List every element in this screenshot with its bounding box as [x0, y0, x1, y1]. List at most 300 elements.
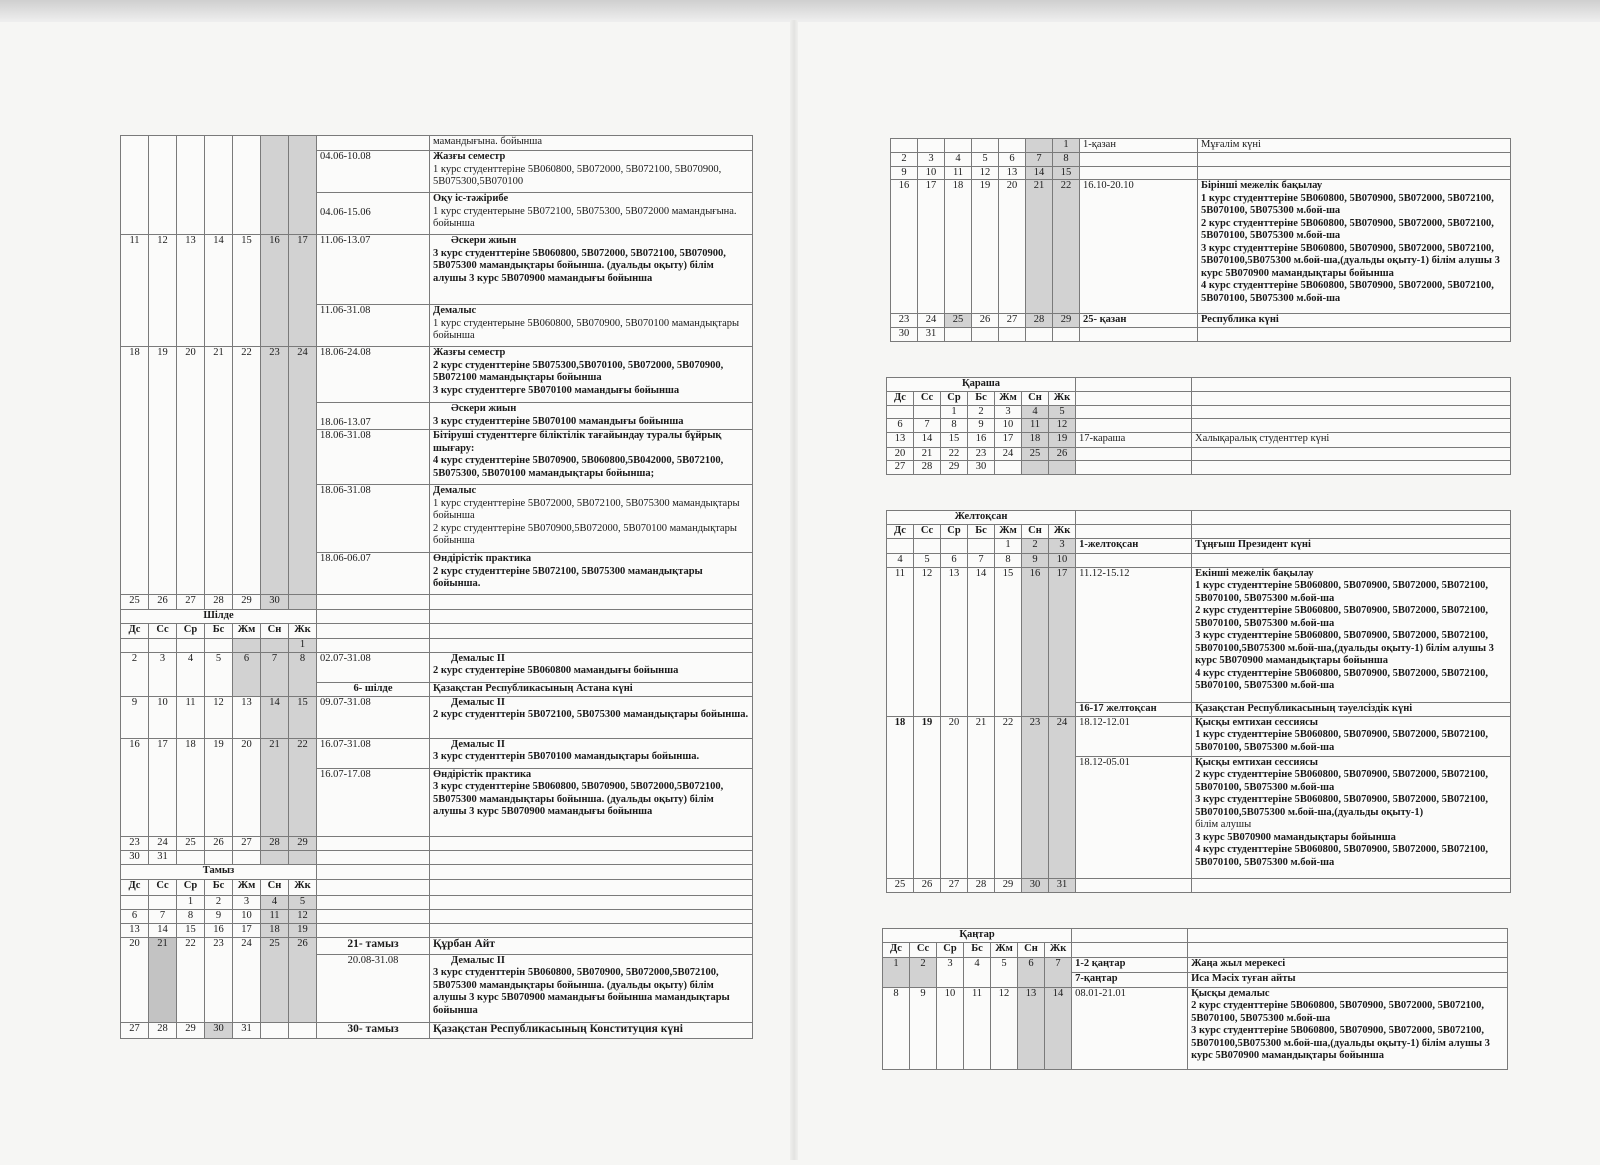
- event-desc-line: Жазғы семестр: [433, 151, 506, 162]
- day-cell: [1026, 139, 1053, 153]
- day-cell: 28: [261, 836, 289, 850]
- day-cell: 4: [887, 554, 914, 568]
- day-cell: 21: [1026, 180, 1053, 314]
- event-dates: 04.06-15.06: [317, 193, 430, 235]
- event-dates: 16.07-17.08: [317, 768, 430, 836]
- event-desc-line: 2 курс студенттеріне 5В060800, 5В070900, 5В072000, 5В072100, 5В070100, 5В075300 м.бой-ша: [1195, 769, 1488, 793]
- day-cell: 18: [1022, 432, 1049, 447]
- event-desc-line: 3 курс студенттеріне 5В060800, 5В070900, 5В072000, 5В072100, 5В070100,5В075300 м.бой-ша,(дуальды оқыту-1) білім алушы 3 курс 5В070900 мамандықтары бойынша: [1201, 242, 1500, 279]
- june-row-0: [121, 136, 753, 151]
- day-cell: 19: [972, 180, 999, 314]
- day-cell: 13: [121, 923, 149, 937]
- day-cell: [289, 595, 317, 610]
- day-cell: [941, 539, 968, 554]
- event-desc-line: Демалыс ІІ: [451, 954, 505, 966]
- day-cell: 21: [205, 347, 233, 595]
- event-desc-line: 2 курс студентеріне 5В060800 мамандығы бойынша: [433, 665, 679, 676]
- weekday-label: Сс: [149, 879, 177, 895]
- day-cell: 2: [910, 957, 937, 987]
- day-cell: 12: [205, 696, 233, 738]
- event-desc-line: 3 курс студенттерге 5В070100 мамандығы бойынша: [433, 384, 680, 396]
- event-dates: 18.06-31.08: [317, 430, 430, 485]
- day-cell: 7: [968, 554, 995, 568]
- day-cell: 30: [205, 1022, 233, 1038]
- day-cell: 14: [968, 567, 995, 716]
- day-cell: 1: [995, 539, 1022, 554]
- event-dates: 1-2 қаңтар: [1072, 957, 1188, 972]
- day-cell: 21: [149, 937, 177, 1022]
- event-desc-line: Демалыс ІІ: [451, 652, 505, 664]
- event-desc-line: 4 курс студенттеріне 5В060800, 5В070900, 5В072000, 5В072100, 5В070100, 5В075300 м.бой-ша: [1201, 280, 1494, 304]
- day-cell: 22: [995, 716, 1022, 878]
- day-cell: [891, 139, 918, 153]
- day-cell: [261, 1022, 289, 1038]
- day-cell: 9: [121, 696, 149, 738]
- weekday-label: Ср: [941, 391, 968, 405]
- day-cell: 6: [121, 909, 149, 923]
- day-cell: 14: [149, 923, 177, 937]
- day-cell: 7: [1026, 153, 1053, 167]
- day-cell: 3: [995, 405, 1022, 419]
- week-row: [891, 314, 1511, 328]
- day-cell: 31: [149, 850, 177, 864]
- day-cell: 21: [261, 738, 289, 836]
- day-cell: 10: [149, 696, 177, 738]
- day-cell: 17: [289, 235, 317, 347]
- weekday-label: Ср: [937, 942, 964, 957]
- event-desc-line: 2 курс студенттеріне 5В070900,5В072000, 5В070100 мамандықтары бойынша: [433, 522, 737, 546]
- event-desc-line: 1 курс студенттеріне 5В060800, 5В072000, 5В072100, 5В070900, 5В075300,5В070100: [433, 163, 722, 187]
- event-desc: [430, 151, 753, 193]
- day-cell: [261, 136, 289, 235]
- day-cell: 3: [233, 895, 261, 909]
- week-row: [891, 328, 1511, 342]
- event-desc-line: Демалыс ІІ: [451, 696, 505, 708]
- day-cell: 25: [945, 314, 972, 328]
- weekday-label: Жк: [289, 624, 317, 639]
- november-table: [886, 377, 1511, 475]
- event-desc: Халықаралық студенттер күні: [1192, 432, 1511, 447]
- event-desc: [430, 652, 753, 682]
- weekday-header: [121, 879, 753, 895]
- day-cell: 29: [177, 1022, 205, 1038]
- week-row: [121, 738, 753, 768]
- weekday-label: Жм: [233, 624, 261, 639]
- event-desc-line: Оқу іс-тәжірибе: [433, 193, 509, 204]
- day-cell: 1: [941, 405, 968, 419]
- day-cell: 9: [910, 987, 937, 1069]
- day-cell: [177, 136, 205, 235]
- day-cell: 28: [968, 878, 995, 892]
- day-cell: [149, 895, 177, 909]
- day-cell: 11: [177, 696, 205, 738]
- week-row: [121, 235, 753, 305]
- day-cell: 4: [1022, 405, 1049, 419]
- event-dates: 21- тамыз: [317, 937, 430, 954]
- day-cell: 18: [121, 347, 149, 595]
- day-cell: 24: [995, 447, 1022, 461]
- day-cell: 20: [121, 937, 149, 1022]
- event-desc-line: 2 курс студенттеріне 5В060800, 5В070900, 5В072000, 5В072100, 5В070100, 5В075300 м.бой-ша: [1195, 605, 1488, 629]
- event-desc: [430, 768, 753, 836]
- event-desc-line: 4 курс студенттеріне 5В060800, 5В070900, 5В072000, 5В072100, 5В070100, 5В075300 м.бой-ша: [1195, 667, 1488, 691]
- weekday-label: Жм: [991, 942, 1018, 957]
- event-dates: 17-караша: [1076, 432, 1192, 447]
- day-cell: [914, 539, 941, 554]
- weekday-header: [887, 525, 1511, 539]
- day-cell: 12: [1049, 419, 1076, 433]
- weekday-label: Сн: [261, 624, 289, 639]
- event-desc-line: Қысқы емтихан сессиясы: [1195, 756, 1318, 768]
- day-cell: 30: [1022, 878, 1049, 892]
- day-cell: 2: [121, 652, 149, 696]
- event-desc-line: Демалыс: [433, 305, 477, 316]
- event-desc: [430, 696, 753, 738]
- day-cell: [177, 639, 205, 653]
- day-cell: 26: [972, 314, 999, 328]
- day-cell: 20: [941, 716, 968, 878]
- day-cell: 25: [1022, 447, 1049, 461]
- day-cell: 7: [149, 909, 177, 923]
- event-desc-line: 1 курс студентерыне 5В060800, 5В070900, 5В070100 мамандықтары бойынша: [433, 317, 740, 341]
- event-desc-line: Жазғы семестр: [433, 347, 506, 358]
- day-cell: 19: [289, 923, 317, 937]
- event-desc: [430, 347, 753, 403]
- event-desc: [430, 1022, 753, 1038]
- day-cell: 14: [205, 235, 233, 347]
- event-desc-line: 3 курс студенттерін 5В070100 мамандықтары бойынша.: [433, 751, 700, 762]
- day-cell: [233, 850, 261, 864]
- event-dates: 11.06-13.07: [317, 235, 430, 305]
- day-cell: [1022, 461, 1049, 475]
- day-cell: 7: [914, 419, 941, 433]
- weekday-label: Жм: [233, 879, 261, 895]
- weekday-label: Сс: [914, 391, 941, 405]
- day-cell: 11: [1022, 419, 1049, 433]
- day-cell: [999, 139, 1026, 153]
- day-cell: 22: [289, 738, 317, 836]
- weekday-label: Сн: [1022, 391, 1049, 405]
- day-cell: 2: [968, 405, 995, 419]
- week-row: [121, 850, 753, 864]
- event-desc-line: Демалыс ІІ: [451, 738, 505, 750]
- week-row: [887, 878, 1511, 892]
- day-cell: 27: [233, 836, 261, 850]
- weekday-label: Сс: [914, 525, 941, 539]
- event-desc: Мұғалім күні: [1198, 139, 1511, 153]
- day-cell: 17: [995, 432, 1022, 447]
- event-desc: [1192, 702, 1511, 716]
- event-dates: 18.12-12.01: [1076, 716, 1192, 756]
- day-cell: [968, 539, 995, 554]
- event-dates: 16.10-20.10: [1080, 180, 1198, 314]
- day-cell: [999, 328, 1026, 342]
- day-cell: 6: [1018, 957, 1045, 987]
- day-cell: 23: [891, 314, 918, 328]
- weekday-label: Жк: [1049, 525, 1076, 539]
- weekday-label: Жм: [995, 391, 1022, 405]
- event-desc-line: Әскери жиын: [451, 235, 517, 246]
- day-cell: 31: [1049, 878, 1076, 892]
- event-desc-line: 2 курс студенттеріне 5В072100, 5В075300 мамандықтары бойынша.: [433, 565, 703, 589]
- event-desc: [430, 430, 753, 485]
- weekday-label: Дс: [883, 942, 910, 957]
- day-cell: 29: [289, 836, 317, 850]
- day-cell: 29: [995, 878, 1022, 892]
- week-row: [887, 554, 1511, 568]
- event-desc-line: 2 курс студенттеріне 5В075300,5В070100, 5В072000, 5В070900, 5В072100 мамандықтары бойынша: [433, 359, 724, 383]
- day-cell: 5: [289, 895, 317, 909]
- day-cell: 24: [289, 347, 317, 595]
- day-cell: 28: [149, 1022, 177, 1038]
- day-cell: 10: [918, 166, 945, 180]
- day-cell: [914, 405, 941, 419]
- day-cell: [289, 1022, 317, 1038]
- week-row: [121, 347, 753, 403]
- week-row: [121, 895, 753, 909]
- event-desc-line: 4 курс студенттеріне 5В060800, 5В070900, 5В072000, 5В072100, 5В070100, 5В075300 м.бой-ша: [1195, 844, 1488, 868]
- weekday-label: Бс: [964, 942, 991, 957]
- day-cell: [995, 461, 1022, 475]
- week-row: [121, 923, 753, 937]
- event-desc: [1188, 987, 1508, 1069]
- day-cell: 30: [261, 595, 289, 610]
- day-cell: 21: [968, 716, 995, 878]
- event-desc-line: Қысқы демалыс: [1191, 987, 1270, 999]
- day-cell: 8: [941, 419, 968, 433]
- day-cell: 31: [233, 1022, 261, 1038]
- event-desc: [430, 954, 753, 1022]
- weekday-label: Жк: [1049, 391, 1076, 405]
- day-cell: 17: [149, 738, 177, 836]
- event-desc-line: 1 курс студенттеріне 5В060800, 5В070900, 5В072000, 5В072100, 5В070100, 5В075300 м.бой-ша: [1195, 580, 1488, 604]
- page-fold: [790, 20, 798, 1160]
- day-cell: 27: [121, 1022, 149, 1038]
- day-cell: [289, 136, 317, 235]
- day-cell: 13: [233, 696, 261, 738]
- day-cell: 11: [887, 567, 914, 716]
- day-cell: 30: [968, 461, 995, 475]
- week-row: [887, 461, 1511, 475]
- day-cell: 18: [261, 923, 289, 937]
- day-cell: 6: [941, 554, 968, 568]
- day-cell: 9: [1022, 554, 1049, 568]
- weekday-header: [883, 942, 1508, 957]
- day-cell: 16: [1022, 567, 1049, 716]
- week-row: [121, 836, 753, 850]
- day-cell: 19: [914, 716, 941, 878]
- day-cell: [261, 850, 289, 864]
- day-cell: 29: [233, 595, 261, 610]
- day-cell: 25: [887, 878, 914, 892]
- day-cell: 3: [1049, 539, 1076, 554]
- event-desc: [1192, 567, 1511, 702]
- week-row: [887, 419, 1511, 433]
- event-desc-line: 2 курс студенттерін 5В072100, 5В075300 мамандықтары бойынша.: [433, 709, 749, 720]
- event-desc-line: 3 курс студенттеріне 5В060800, 5В070900, 5В072000,5В072100, 5В075300 мамандықтары бойынша. (дуальды оқыту) білім алушы 3 курс 5В070900 мамандығы бойынша: [433, 781, 724, 817]
- day-cell: 24: [233, 937, 261, 1022]
- day-cell: 9: [891, 166, 918, 180]
- day-cell: 28: [914, 461, 941, 475]
- event-dates: 18.12-05.01: [1076, 756, 1192, 878]
- day-cell: 27: [999, 314, 1026, 328]
- december-table: [886, 510, 1511, 893]
- event-desc-line: Өндірістік практика: [433, 553, 532, 564]
- weekday-label: Жк: [289, 879, 317, 895]
- day-cell: 16: [968, 432, 995, 447]
- event-desc-line: 1 курс студенттеріне 5В060800, 5В070900, 5В072000, 5В072100, 5В070100, 5В075300 м.бой-ша: [1195, 729, 1488, 753]
- day-cell: 15: [177, 923, 205, 937]
- event-desc: [1188, 957, 1508, 972]
- event-desc: [1192, 716, 1511, 756]
- day-cell: 12: [972, 166, 999, 180]
- day-cell: [887, 405, 914, 419]
- week-row: [891, 139, 1511, 153]
- weekday-header: [121, 624, 753, 639]
- day-cell: 10: [995, 419, 1022, 433]
- event-desc-line: Өндірістік практика: [433, 768, 532, 780]
- event-desc: [430, 485, 753, 553]
- weekday-label: Дс: [887, 525, 914, 539]
- day-cell: 20: [177, 347, 205, 595]
- event-desc: [1198, 180, 1511, 314]
- weekday-label: Дс: [887, 391, 914, 405]
- day-cell: 4: [945, 153, 972, 167]
- day-cell: 15: [233, 235, 261, 347]
- day-cell: 24: [149, 836, 177, 850]
- day-cell: 20: [233, 738, 261, 836]
- day-cell: 10: [937, 987, 964, 1069]
- weekday-label: Бс: [205, 879, 233, 895]
- day-cell: 30: [891, 328, 918, 342]
- week-row: [121, 595, 753, 610]
- day-cell: [177, 850, 205, 864]
- october-table: [890, 138, 1511, 342]
- weekday-label: Дс: [121, 624, 149, 639]
- day-cell: 18: [887, 716, 914, 878]
- day-cell: [289, 850, 317, 864]
- event-dates: 09.07-31.08: [317, 696, 430, 738]
- weekday-label: Ср: [177, 624, 205, 639]
- event-desc-line: 3 курс студенттеріне 5В060800, 5В070900, 5В072000, 5В072100, 5В070100,5В075300 м.бой-ша,(дуальды оқыту-1) білім алушы 3 курс 5В070900 мамандықтары бойынша: [1195, 630, 1494, 666]
- event-desc: [430, 682, 753, 696]
- january-table: [882, 928, 1508, 1070]
- weekday-label: Жм: [995, 525, 1022, 539]
- event-dates: 16-17 желтоқсан: [1076, 702, 1192, 716]
- event-dates: 1-желтоқсан: [1076, 539, 1192, 554]
- event-desc-line: 1 курс студенттеріне 5В072000, 5В072100, 5В075300 мамандықтары бойынша: [433, 497, 740, 521]
- day-cell: 31: [918, 328, 945, 342]
- weekday-label: Дс: [121, 879, 149, 895]
- weekday-label: Жк: [1045, 942, 1072, 957]
- event-desc-line: Жаңа жыл мерекесі: [1191, 957, 1286, 969]
- day-cell: 16: [121, 738, 149, 836]
- day-cell: 2: [891, 153, 918, 167]
- event-desc-line: 2 курс студенттеріне 5В060800, 5В070900, 5В072000, 5В072100, 5В070100, 5В075300 м.бой-ша: [1191, 1000, 1484, 1024]
- day-cell: 13: [887, 432, 914, 447]
- day-cell: 29: [1053, 314, 1080, 328]
- day-cell: [233, 639, 261, 653]
- event-desc-line: 1 курс студенттеріне 5В060800, 5В070900, 5В072000, 5В072100, 5В070100, 5В075300 м.бой-ша: [1201, 192, 1494, 216]
- day-cell: 23: [205, 937, 233, 1022]
- scan-top-edge: [0, 0, 1600, 22]
- weekday-label: Бс: [968, 391, 995, 405]
- day-cell: 26: [289, 937, 317, 1022]
- event-dates: 08.01-21.01: [1072, 987, 1188, 1069]
- event-desc: Республика күні: [1198, 314, 1511, 328]
- day-cell: 12: [991, 987, 1018, 1069]
- day-cell: [205, 850, 233, 864]
- weekday-label: Ср: [177, 879, 205, 895]
- day-cell: 10: [233, 909, 261, 923]
- event-desc-line: Демалыс: [433, 485, 477, 496]
- day-cell: 12: [149, 235, 177, 347]
- event-desc: Тұңғыш Президент күні: [1192, 539, 1511, 554]
- day-cell: 17: [1049, 567, 1076, 716]
- day-cell: 8: [177, 909, 205, 923]
- event-dates: 18.06-13.07: [317, 403, 430, 430]
- day-cell: [205, 136, 233, 235]
- event-desc: [1192, 756, 1511, 878]
- week-row: [887, 539, 1511, 554]
- day-cell: 6: [233, 652, 261, 696]
- day-cell: [945, 328, 972, 342]
- day-cell: 23: [1022, 716, 1049, 878]
- event-desc: [430, 193, 753, 235]
- event-desc: [430, 553, 753, 595]
- day-cell: 14: [914, 432, 941, 447]
- event-desc-line: 3 курс студенттеріне 5В070100 мамандығы бойынша: [433, 415, 684, 427]
- day-cell: 18: [177, 738, 205, 836]
- event-desc-line: 4 курс студенттеріне 5В070900, 5В060800,5В042000, 5В072100, 5В075300, 5В070100 мамандықтары бойынша;: [433, 455, 724, 479]
- day-cell: 14: [1026, 166, 1053, 180]
- day-cell: 21: [914, 447, 941, 461]
- event-desc-line: Қазақстан Республикасының Конституция күні: [433, 1022, 683, 1035]
- day-cell: 14: [261, 696, 289, 738]
- event-dates: 02.07-31.08: [317, 652, 430, 682]
- day-cell: 1: [1053, 139, 1080, 153]
- day-cell: 16: [891, 180, 918, 314]
- day-cell: 5: [1049, 405, 1076, 419]
- event-desc: [430, 305, 753, 347]
- day-cell: 12: [289, 909, 317, 923]
- day-cell: 13: [177, 235, 205, 347]
- event-desc-line: Қазақстан Республикасының Астана күні: [433, 682, 633, 694]
- day-cell: 23: [121, 836, 149, 850]
- day-cell: 8: [289, 652, 317, 696]
- day-cell: 8: [883, 987, 910, 1069]
- weekday-label: Бс: [205, 624, 233, 639]
- day-cell: 13: [941, 567, 968, 716]
- day-cell: 15: [941, 432, 968, 447]
- day-cell: 22: [941, 447, 968, 461]
- event-dates: 16.07-31.08: [317, 738, 430, 768]
- day-cell: 19: [149, 347, 177, 595]
- day-cell: 6: [887, 419, 914, 433]
- day-cell: 16: [205, 923, 233, 937]
- day-cell: 24: [1049, 716, 1076, 878]
- day-cell: 5: [205, 652, 233, 696]
- event-dates: 25- қазан: [1080, 314, 1198, 328]
- event-dates: 11.12-15.12: [1076, 567, 1192, 702]
- event-desc-line: мамандығына. бойынша: [433, 136, 543, 147]
- event-desc-line: 3 курс студенттерін 5В060800, 5В070900, 5В072000,5В072100, 5В075300 мамандықтары бойынша. (дуальды оқыту) білім алушы 3 курс 5В070900 мамандығы бойынша мамандықтары бойынша: [433, 967, 730, 1016]
- day-cell: [233, 136, 261, 235]
- day-cell: 9: [205, 909, 233, 923]
- event-dates: 18.06-24.08: [317, 347, 430, 403]
- day-cell: [972, 139, 999, 153]
- event-desc: [430, 136, 753, 151]
